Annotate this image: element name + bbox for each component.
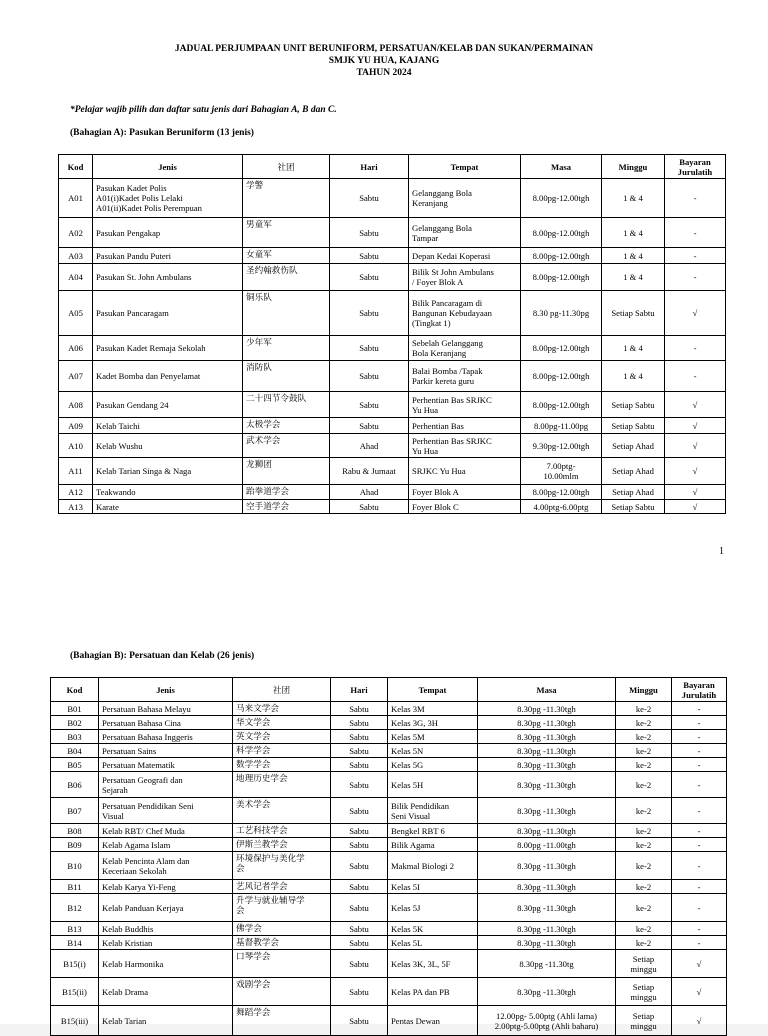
- column-header: Hari: [331, 678, 388, 702]
- cell-minggu: ke-2: [616, 838, 672, 852]
- cell-chinese-name: 工艺科技学会: [233, 824, 331, 838]
- column-header: Minggu: [602, 155, 665, 179]
- table-row: [59, 485, 726, 500]
- cell-minggu: 1 & 4: [602, 361, 665, 392]
- column-header: Bayaran Jurulatih: [672, 678, 727, 702]
- cell-hari: Sabtu: [330, 336, 409, 361]
- cell-minggu: 1 & 4: [602, 179, 665, 218]
- cell-masa: 8.00pg-12.00tgh: [521, 485, 602, 500]
- cell-tempat: Kelas 3M: [388, 702, 478, 716]
- cell-jenis: Kelab Agama Islam: [99, 838, 233, 852]
- table-row: [51, 852, 727, 880]
- table-header-row: [59, 155, 726, 179]
- cell-jenis: Pasukan Kadet Polis A01(i)Kadet Polis Lelaki A01(ii)Kadet Polis Perempuan: [93, 179, 243, 218]
- cell-hari: Sabtu: [330, 264, 409, 291]
- cell-bayaran: √: [672, 1006, 727, 1036]
- cell-minggu: 1 & 4: [602, 218, 665, 248]
- cell-kod: B08: [51, 824, 99, 838]
- cell-jenis: Persatuan Bahasa Cina: [99, 716, 233, 730]
- cell-bayaran: √: [665, 458, 726, 485]
- cell-jenis: Kelab Drama: [99, 978, 233, 1006]
- cell-tempat: Kelas 5I: [388, 880, 478, 894]
- cell-hari: Sabtu: [331, 1006, 388, 1036]
- cell-hari: Sabtu: [331, 798, 388, 824]
- table-header-row: [51, 678, 727, 702]
- cell-hari: Ahad: [330, 434, 409, 458]
- cell-hari: Sabtu: [331, 758, 388, 772]
- cell-hari: Sabtu: [331, 880, 388, 894]
- column-header: Kod: [59, 155, 93, 179]
- cell-masa: 8.30pg -11.30tgh: [478, 978, 616, 1006]
- table-row: [51, 716, 727, 730]
- cell-kod: A01: [59, 179, 93, 218]
- cell-masa: 8.30pg -11.30tgh: [478, 894, 616, 922]
- table-row: [59, 500, 726, 514]
- cell-masa: 8.00pg-12.00tgh: [521, 336, 602, 361]
- cell-chinese-name: 空手道学会: [243, 500, 330, 514]
- clubs-societies-table: [50, 677, 727, 1036]
- cell-chinese-name: 少年军: [243, 336, 330, 361]
- cell-jenis: Kelab Karya Yi-Feng: [99, 880, 233, 894]
- cell-bayaran: -: [672, 758, 727, 772]
- column-header: Minggu: [616, 678, 672, 702]
- cell-minggu: ke-2: [616, 702, 672, 716]
- cell-masa: 4.00ptg-6.00ptg: [521, 500, 602, 514]
- cell-hari: Sabtu: [331, 894, 388, 922]
- column-header: Masa: [478, 678, 616, 702]
- cell-bayaran: √: [665, 291, 726, 336]
- cell-minggu: Setiap minggu: [616, 1006, 672, 1036]
- cell-bayaran: √: [672, 978, 727, 1006]
- cell-masa: 8.30pg -11.30tgh: [478, 922, 616, 936]
- cell-tempat: Kelas 5J: [388, 894, 478, 922]
- cell-masa: 8.30pg -11.30tgh: [478, 798, 616, 824]
- cell-hari: Sabtu: [331, 936, 388, 950]
- cell-kod: B06: [51, 772, 99, 798]
- cell-bayaran: -: [672, 880, 727, 894]
- cell-jenis: Kelab Wushu: [93, 434, 243, 458]
- cell-tempat: Kelas PA dan PB: [388, 978, 478, 1006]
- cell-bayaran: √: [665, 418, 726, 434]
- cell-hari: Sabtu: [331, 730, 388, 744]
- document-header: [0, 43, 768, 79]
- cell-tempat: Bengkel RBT 6: [388, 824, 478, 838]
- cell-chinese-name: 马来文学会: [233, 702, 331, 716]
- cell-hari: Sabtu: [330, 248, 409, 264]
- cell-jenis: Kelab Kristian: [99, 936, 233, 950]
- cell-masa: 8.30pg -11.30tgh: [478, 824, 616, 838]
- cell-masa: 8.30pg -11.30tgh: [478, 880, 616, 894]
- cell-kod: B14: [51, 936, 99, 950]
- column-header: Bayaran Jurulatih: [665, 155, 726, 179]
- cell-tempat: Sebelah Gelanggang Bola Keranjang: [409, 336, 521, 361]
- cell-jenis: Pasukan Gendang 24: [93, 392, 243, 418]
- cell-tempat: SRJKC Yu Hua: [409, 458, 521, 485]
- cell-masa: 7.00ptg- 10.00mlm: [521, 458, 602, 485]
- cell-minggu: Setiap Sabtu: [602, 500, 665, 514]
- cell-minggu: Setiap Sabtu: [602, 291, 665, 336]
- cell-jenis: Teakwando: [93, 485, 243, 500]
- cell-hari: Sabtu: [331, 978, 388, 1006]
- cell-minggu: Setiap minggu: [616, 950, 672, 978]
- cell-minggu: ke-2: [616, 824, 672, 838]
- column-header: Tempat: [388, 678, 478, 702]
- cell-hari: Sabtu: [331, 702, 388, 716]
- cell-chinese-name: 佛学会: [233, 922, 331, 936]
- cell-chinese-name: 华文学会: [233, 716, 331, 730]
- header-school: SMJK YU HUA, KAJANG: [328, 56, 440, 66]
- cell-hari: Ahad: [330, 485, 409, 500]
- cell-tempat: Bilik Pancaragam di Bangunan Kebudayaan (Tingkat 1): [409, 291, 521, 336]
- cell-tempat: Foyer Blok C: [409, 500, 521, 514]
- table-row: [59, 218, 726, 248]
- cell-kod: B10: [51, 852, 99, 880]
- cell-kod: B01: [51, 702, 99, 716]
- table-row: [51, 824, 727, 838]
- cell-kod: B05: [51, 758, 99, 772]
- cell-tempat: Bilik Agama: [388, 838, 478, 852]
- cell-bayaran: -: [672, 894, 727, 922]
- cell-masa: 8.00pg-12.00tgh: [521, 392, 602, 418]
- cell-kod: A11: [59, 458, 93, 485]
- cell-chinese-name: 圣约翰救伤队: [243, 264, 330, 291]
- selection-note: *Pelajar wajib pilih dan daftar satu jenis dari Bahagian A, B dan C.: [70, 105, 337, 115]
- cell-bayaran: -: [672, 772, 727, 798]
- cell-bayaran: -: [672, 922, 727, 936]
- cell-minggu: Setiap Sabtu: [602, 392, 665, 418]
- cell-jenis: Persatuan Bahasa Inggeris: [99, 730, 233, 744]
- cell-hari: Sabtu: [331, 772, 388, 798]
- cell-chinese-name: 二十四节令鼓队: [243, 392, 330, 418]
- table-row: [51, 758, 727, 772]
- cell-kod: B04: [51, 744, 99, 758]
- table-row: [51, 936, 727, 950]
- cell-masa: 8.30pg -11.30tgh: [478, 758, 616, 772]
- cell-kod: B15(ii): [51, 978, 99, 1006]
- cell-masa: 8.30pg -11.30tgh: [478, 744, 616, 758]
- cell-kod: A13: [59, 500, 93, 514]
- cell-chinese-name: 学警: [243, 179, 330, 218]
- cell-jenis: Kelab Tarian: [99, 1006, 233, 1036]
- cell-chinese-name: 太极学会: [243, 418, 330, 434]
- cell-chinese-name: 美术学会: [233, 798, 331, 824]
- column-header: Jenis: [99, 678, 233, 702]
- cell-tempat: Kelas 5M: [388, 730, 478, 744]
- cell-minggu: ke-2: [616, 880, 672, 894]
- cell-jenis: Kelab Pencinta Alam dan Keceriaan Sekolah: [99, 852, 233, 880]
- cell-tempat: Kelas 5H: [388, 772, 478, 798]
- cell-tempat: Kelas 5K: [388, 922, 478, 936]
- cell-kod: B15(iii): [51, 1006, 99, 1036]
- cell-kod: B12: [51, 894, 99, 922]
- cell-masa: 8.00pg-12.00tgh: [521, 248, 602, 264]
- table-row: [51, 702, 727, 716]
- cell-kod: B11: [51, 880, 99, 894]
- column-header: Jenis: [93, 155, 243, 179]
- cell-bayaran: -: [672, 838, 727, 852]
- table-row: [51, 880, 727, 894]
- cell-tempat: Foyer Blok A: [409, 485, 521, 500]
- cell-bayaran: -: [665, 361, 726, 392]
- cell-jenis: Pasukan Pandu Puteri: [93, 248, 243, 264]
- cell-hari: Sabtu: [331, 824, 388, 838]
- cell-tempat: Bilik St John Ambulans / Foyer Blok A: [409, 264, 521, 291]
- cell-minggu: ke-2: [616, 772, 672, 798]
- cell-bayaran: -: [672, 936, 727, 950]
- cell-bayaran: √: [665, 392, 726, 418]
- cell-hari: Rabu & Jumaat: [330, 458, 409, 485]
- cell-tempat: Balai Bomba /Tapak Parkir kereta guru: [409, 361, 521, 392]
- cell-bayaran: -: [665, 336, 726, 361]
- cell-chinese-name: 龙狮团: [243, 458, 330, 485]
- cell-jenis: Kadet Bomba dan Penyelamat: [93, 361, 243, 392]
- cell-masa: 12.00pg- 5.00ptg (Ahli lama) 2.00ptg-5.00ptg (Ahli baharu): [478, 1006, 616, 1036]
- column-header: Masa: [521, 155, 602, 179]
- cell-chinese-name: 男童军: [243, 218, 330, 248]
- column-header: Tempat: [409, 155, 521, 179]
- cell-hari: Sabtu: [330, 361, 409, 392]
- cell-kod: B03: [51, 730, 99, 744]
- cell-kod: A10: [59, 434, 93, 458]
- cell-kod: A09: [59, 418, 93, 434]
- cell-masa: 8.00pg -11.00tgh: [478, 838, 616, 852]
- table-row: [59, 264, 726, 291]
- table-row: [51, 772, 727, 798]
- cell-jenis: Persatuan Sains: [99, 744, 233, 758]
- cell-hari: Sabtu: [331, 922, 388, 936]
- cell-chinese-name: 地理历史学会: [233, 772, 331, 798]
- cell-masa: 8.30 pg-11.30pg: [521, 291, 602, 336]
- cell-jenis: Persatuan Pendidikan Seni Visual: [99, 798, 233, 824]
- cell-bayaran: √: [665, 485, 726, 500]
- cell-bayaran: -: [672, 716, 727, 730]
- cell-masa: 8.30pg -11.30tgh: [478, 772, 616, 798]
- cell-jenis: Kelab Tarian Singa & Naga: [93, 458, 243, 485]
- cell-chinese-name: 铜乐队: [243, 291, 330, 336]
- table-row: [59, 336, 726, 361]
- cell-minggu: ke-2: [616, 730, 672, 744]
- cell-chinese-name: 女童军: [243, 248, 330, 264]
- cell-kod: A06: [59, 336, 93, 361]
- cell-tempat: Gelanggang Bola Tampar: [409, 218, 521, 248]
- cell-bayaran: -: [665, 248, 726, 264]
- cell-masa: 8.30pg -11.30tgh: [478, 936, 616, 950]
- column-header: Kod: [51, 678, 99, 702]
- cell-minggu: ke-2: [616, 716, 672, 730]
- cell-chinese-name: 武术学会: [243, 434, 330, 458]
- cell-kod: A03: [59, 248, 93, 264]
- cell-chinese-name: 艺风记者学会: [233, 880, 331, 894]
- cell-tempat: Depan Kedai Koperasi: [409, 248, 521, 264]
- cell-jenis: Persatuan Matematik: [99, 758, 233, 772]
- table-row: [59, 392, 726, 418]
- cell-minggu: ke-2: [616, 758, 672, 772]
- cell-kod: B13: [51, 922, 99, 936]
- cell-hari: Sabtu: [331, 716, 388, 730]
- cell-hari: Sabtu: [330, 392, 409, 418]
- cell-chinese-name: 升学与就业辅导学 会: [233, 894, 331, 922]
- cell-tempat: Perhentian Bas SRJKC Yu Hua: [409, 392, 521, 418]
- cell-minggu: 1 & 4: [602, 248, 665, 264]
- page-number: 1: [719, 546, 724, 557]
- cell-minggu: ke-2: [616, 744, 672, 758]
- cell-tempat: Kelas 5L: [388, 936, 478, 950]
- cell-masa: 8.00pg-12.00tgh: [521, 361, 602, 392]
- cell-hari: Sabtu: [330, 291, 409, 336]
- cell-chinese-name: 基督教学会: [233, 936, 331, 950]
- cell-jenis: Persatuan Geografi dan Sejarah: [99, 772, 233, 798]
- cell-jenis: Kelab RBT/ Chef Muda: [99, 824, 233, 838]
- cell-bayaran: -: [672, 730, 727, 744]
- table-row: [59, 418, 726, 434]
- cell-bayaran: -: [672, 798, 727, 824]
- header-title: JADUAL PERJUMPAAN UNIT BERUNIFORM, PERSATUAN/KELAB DAN SUKAN/PERMAINAN: [174, 44, 594, 54]
- table-row: [51, 978, 727, 1006]
- cell-masa: 9.30pg-12.00tgh: [521, 434, 602, 458]
- cell-masa: 8.30pg -11.30tgh: [478, 730, 616, 744]
- cell-masa: 8.00pg-11.00pg: [521, 418, 602, 434]
- cell-bayaran: -: [672, 702, 727, 716]
- cell-hari: Sabtu: [331, 950, 388, 978]
- cell-masa: 8.30pg -11.30tgh: [478, 852, 616, 880]
- cell-kod: B07: [51, 798, 99, 824]
- cell-minggu: ke-2: [616, 852, 672, 880]
- cell-bayaran: -: [672, 852, 727, 880]
- cell-minggu: ke-2: [616, 894, 672, 922]
- cell-chinese-name: 舞蹈学会: [233, 1006, 331, 1036]
- cell-minggu: Setiap Ahad: [602, 485, 665, 500]
- cell-kod: B15(i): [51, 950, 99, 978]
- cell-tempat: Kelas 5G: [388, 758, 478, 772]
- cell-kod: A12: [59, 485, 93, 500]
- cell-masa: 8.00pg-12.00tgh: [521, 218, 602, 248]
- table-row: [51, 838, 727, 852]
- cell-jenis: Pasukan Kadet Remaja Sekolah: [93, 336, 243, 361]
- cell-kod: B09: [51, 838, 99, 852]
- table-row: [59, 434, 726, 458]
- cell-tempat: Perhentian Bas SRJKC Yu Hua: [409, 434, 521, 458]
- table-row: [51, 730, 727, 744]
- cell-bayaran: -: [672, 744, 727, 758]
- cell-masa: 8.30pg -11.30tg: [478, 950, 616, 978]
- cell-jenis: Persatuan Bahasa Melayu: [99, 702, 233, 716]
- table-row: [51, 894, 727, 922]
- cell-chinese-name: 环境保护与美化学 会: [233, 852, 331, 880]
- table-row: [59, 291, 726, 336]
- cell-hari: Sabtu: [330, 418, 409, 434]
- table-row: [51, 744, 727, 758]
- cell-minggu: Setiap Ahad: [602, 434, 665, 458]
- cell-minggu: Setiap minggu: [616, 978, 672, 1006]
- cell-chinese-name: 英文学会: [233, 730, 331, 744]
- cell-tempat: Kelas 3K, 3L, 5F: [388, 950, 478, 978]
- cell-tempat: Gelanggang Bola Keranjang: [409, 179, 521, 218]
- cell-bayaran: -: [665, 218, 726, 248]
- uniform-units-table: [58, 154, 726, 514]
- cell-hari: Sabtu: [331, 744, 388, 758]
- cell-hari: Sabtu: [330, 500, 409, 514]
- cell-minggu: Setiap Ahad: [602, 458, 665, 485]
- column-header: Hari: [330, 155, 409, 179]
- cell-bayaran: -: [672, 824, 727, 838]
- cell-hari: Sabtu: [331, 838, 388, 852]
- cell-jenis: Kelab Panduan Kerjaya: [99, 894, 233, 922]
- cell-bayaran: √: [665, 500, 726, 514]
- section-b-title: (Bahagian B): Persatuan dan Kelab (26 jenis): [70, 651, 255, 661]
- cell-kod: A05: [59, 291, 93, 336]
- cell-tempat: Perhentian Bas: [409, 418, 521, 434]
- cell-masa: 8.00pg-12.00tgh: [521, 264, 602, 291]
- cell-bayaran: -: [665, 264, 726, 291]
- cell-masa: 8.00pg-12.00tgh: [521, 179, 602, 218]
- table-row: [51, 922, 727, 936]
- cell-bayaran: √: [672, 950, 727, 978]
- cell-chinese-name: 跆拳道学会: [243, 485, 330, 500]
- table-row: [59, 248, 726, 264]
- cell-hari: Sabtu: [331, 852, 388, 880]
- cell-minggu: 1 & 4: [602, 336, 665, 361]
- cell-bayaran: -: [665, 179, 726, 218]
- header-year: TAHUN 2024: [356, 68, 412, 78]
- table-row: [51, 1006, 727, 1036]
- cell-tempat: Bilik Pendidikan Seni Visual: [388, 798, 478, 824]
- cell-jenis: Pasukan St. John Ambulans: [93, 264, 243, 291]
- cell-kod: A07: [59, 361, 93, 392]
- cell-minggu: ke-2: [616, 922, 672, 936]
- cell-tempat: Makmal Biologi 2: [388, 852, 478, 880]
- cell-chinese-name: 戏剧学会: [233, 978, 331, 1006]
- cell-jenis: Pasukan Pengakap: [93, 218, 243, 248]
- column-header: 社团: [243, 155, 330, 179]
- cell-chinese-name: 消防队: [243, 361, 330, 392]
- cell-jenis: Pasukan Pancaragam: [93, 291, 243, 336]
- section-a-title: (Bahagian A): Pasukan Beruniform (13 jenis): [70, 128, 254, 138]
- cell-bayaran: √: [665, 434, 726, 458]
- cell-chinese-name: 伊斯兰教学会: [233, 838, 331, 852]
- table-row: [59, 179, 726, 218]
- cell-minggu: 1 & 4: [602, 264, 665, 291]
- cell-hari: Sabtu: [330, 179, 409, 218]
- table-row: [59, 458, 726, 485]
- cell-chinese-name: 科学学会: [233, 744, 331, 758]
- column-header: 社团: [233, 678, 331, 702]
- cell-kod: A08: [59, 392, 93, 418]
- cell-masa: 8.30pg -11.30tgh: [478, 702, 616, 716]
- cell-jenis: Kelab Harmonika: [99, 950, 233, 978]
- cell-chinese-name: 口琴学会: [233, 950, 331, 978]
- cell-minggu: Setiap Sabtu: [602, 418, 665, 434]
- cell-tempat: Pentas Dewan: [388, 1006, 478, 1036]
- table-row: [59, 361, 726, 392]
- cell-jenis: Karate: [93, 500, 243, 514]
- cell-masa: 8.30pg -11.30tgh: [478, 716, 616, 730]
- cell-kod: A02: [59, 218, 93, 248]
- table-row: [51, 950, 727, 978]
- cell-jenis: Kelab Taichi: [93, 418, 243, 434]
- cell-kod: A04: [59, 264, 93, 291]
- cell-tempat: Kelas 3G, 3H: [388, 716, 478, 730]
- cell-minggu: ke-2: [616, 936, 672, 950]
- cell-hari: Sabtu: [330, 218, 409, 248]
- cell-tempat: Kelas 5N: [388, 744, 478, 758]
- table-row: [51, 798, 727, 824]
- cell-jenis: Kelab Buddhis: [99, 922, 233, 936]
- cell-kod: B02: [51, 716, 99, 730]
- cell-minggu: ke-2: [616, 798, 672, 824]
- cell-chinese-name: 数学学会: [233, 758, 331, 772]
